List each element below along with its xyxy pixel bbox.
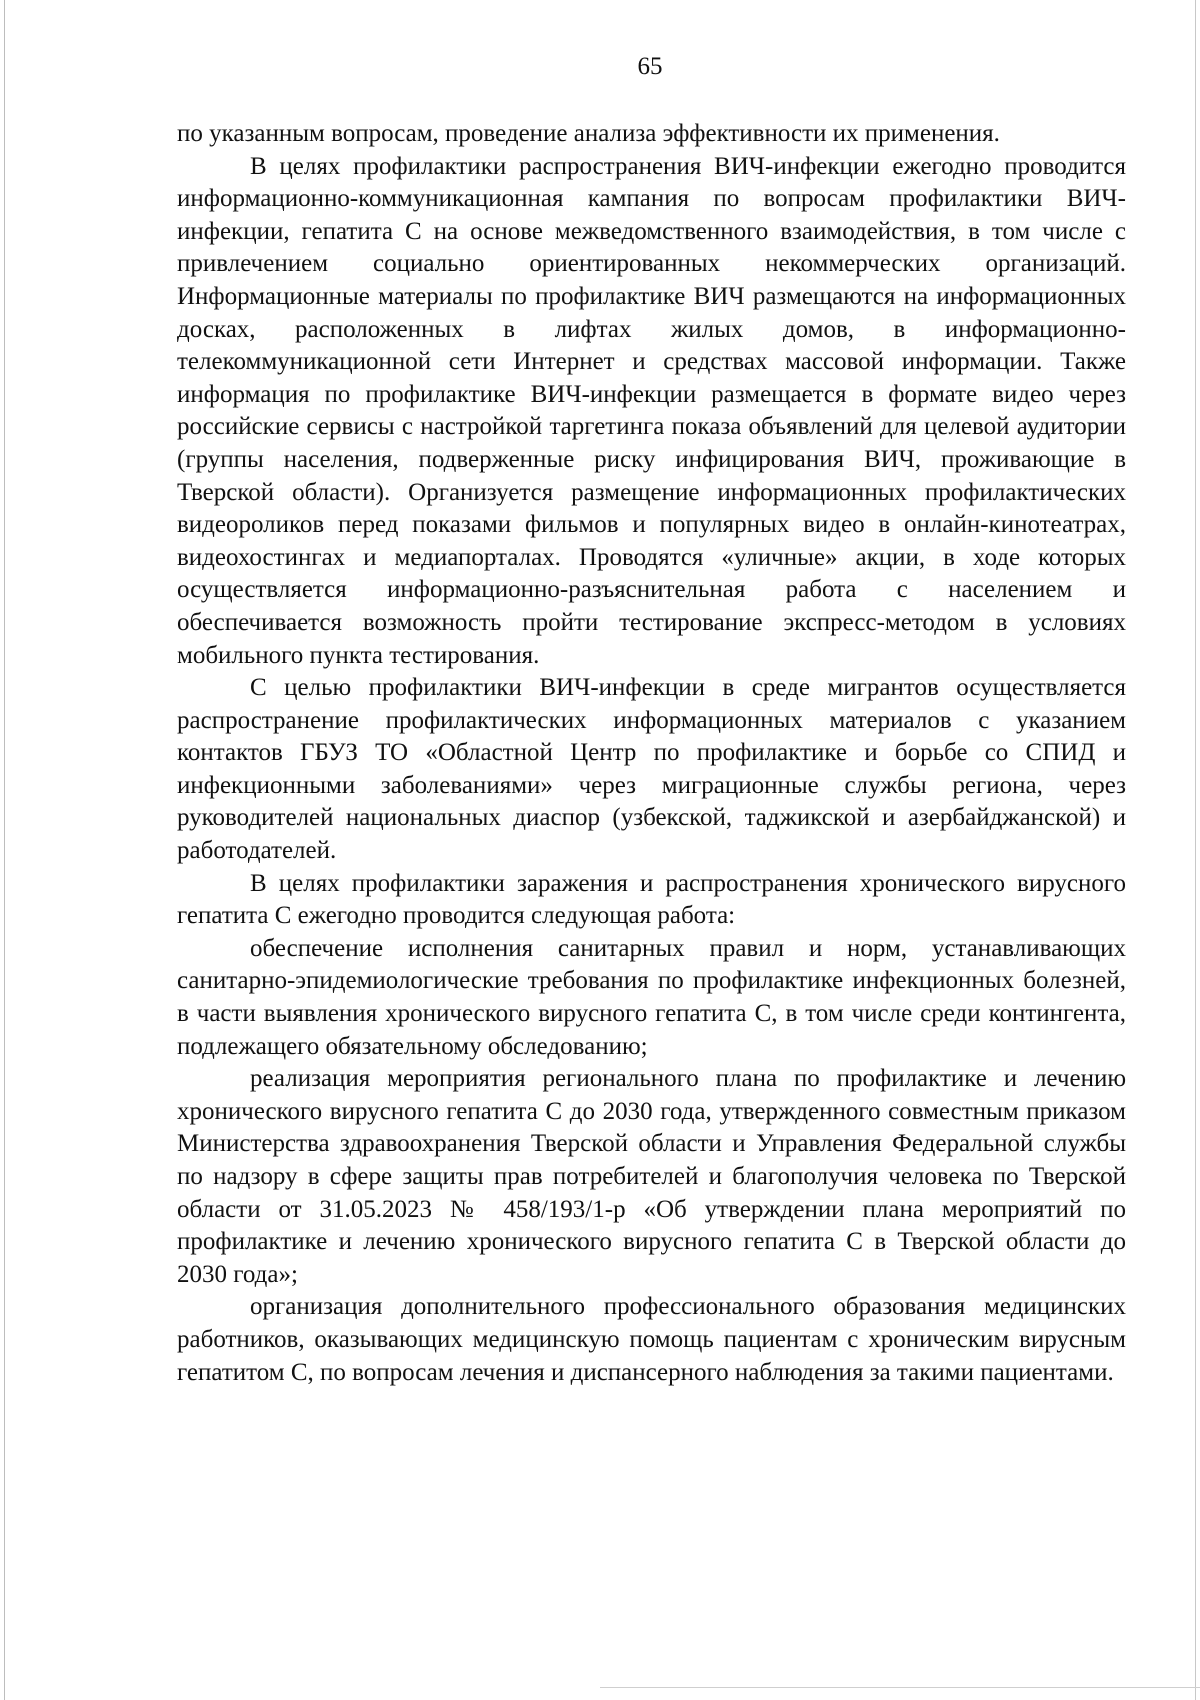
document-body (177, 118, 1126, 1389)
page-number: 65 (637, 53, 663, 80)
paragraph-migrants: С целью профилактики ВИЧ-инфекции в среде мигрантов осуществляется распространение профилактических информационных материалов с указанием контактов ГБУЗ ТО «Областной Центр по профилактике и борьбе со СПИД и инфекционными заболеваниями» через миграционные службы региона, через руководителей национальных диаспор (узбекской, таджикской и азербайджанской) и работодателей. (177, 674, 1126, 865)
paragraph-continuation: по указанным вопросам, проведение анализа эффективности их применения. (177, 120, 1000, 147)
scan-edge-left (4, 0, 5, 1700)
list-item-regional-plan: реализация мероприятия регионального плана по профилактике и лечению хронического вирусного гепатита С до 2030 года, утвержденного совместным приказом Министерства здравоохранения Тверской области и Управления Федеральной службы по надзору в сфере защиты прав потребителей и благополучия человека по Тверской области от 31.05.2023 № 458/193/1-р «Об утверждении плана мероприятий по профилактике и лечению хронического вирусного гепатита С в Тверской области до 2030 года»; (177, 1065, 1126, 1288)
scan-edge-bottom (600, 1687, 1200, 1688)
scan-edge-right (1195, 0, 1196, 1700)
list-item-professional-education: организация дополнительного профессионального образования медицинских работников, оказывающих медицинскую помощь пациентам с хроническим вирусным гепатитом С, по вопросам лечения и диспансерного наблюдения за такими пациентами. (177, 1293, 1126, 1386)
list-item-sanitary-rules: обеспечение исполнения санитарных правил и норм, устанавливающих санитарно-эпидемиологические требования по профилактике инфекционных болезней, в части выявления хронического вирусного гепатита С, в том числе среди контингента, подлежащего обязательному обследованию; (177, 934, 1126, 1060)
paragraph-hepatitis-intro: В целях профилактики заражения и распространения хронического вирусного гепатита С ежегодно проводится следующая работа: (177, 869, 1126, 930)
paragraph-hiv-campaign: В целях профилактики распространения ВИЧ-инфекции ежегодно проводится информационно-коммуникационная кампания по вопросам профилактики ВИЧ-инфекции, гепатита С на основе межведомственного взаимодействия, в том числе с привлечением социально ориентированных некоммерческих организаций. Информационные материалы по профилактике ВИЧ размещаются на информационных досках, расположенных в лифтах жилых домов, в информационно-телекоммуникационной сети Интернет и средствах массовой информации. Также информация по профилактике ВИЧ-инфекции размещается в формате видео через российские сервисы с настройкой таргетинга показа объявлений для целевой аудитории (группы населения, подверженные риску инфицирования ВИЧ, проживающие в Тверской области). Организуется размещение информационных профилактических видеороликов перед показами фильмов и популярных видео в онлайн-кинотеатрах, видеохостингах и медиапорталах. Проводятся «уличные» акции, в ходе которых осуществляется информационно-разъяснительная работа с населением и обеспечивается возможность пройти тестирование экспресс-методом в условиях мобильного пункта тестирования. (177, 152, 1126, 669)
